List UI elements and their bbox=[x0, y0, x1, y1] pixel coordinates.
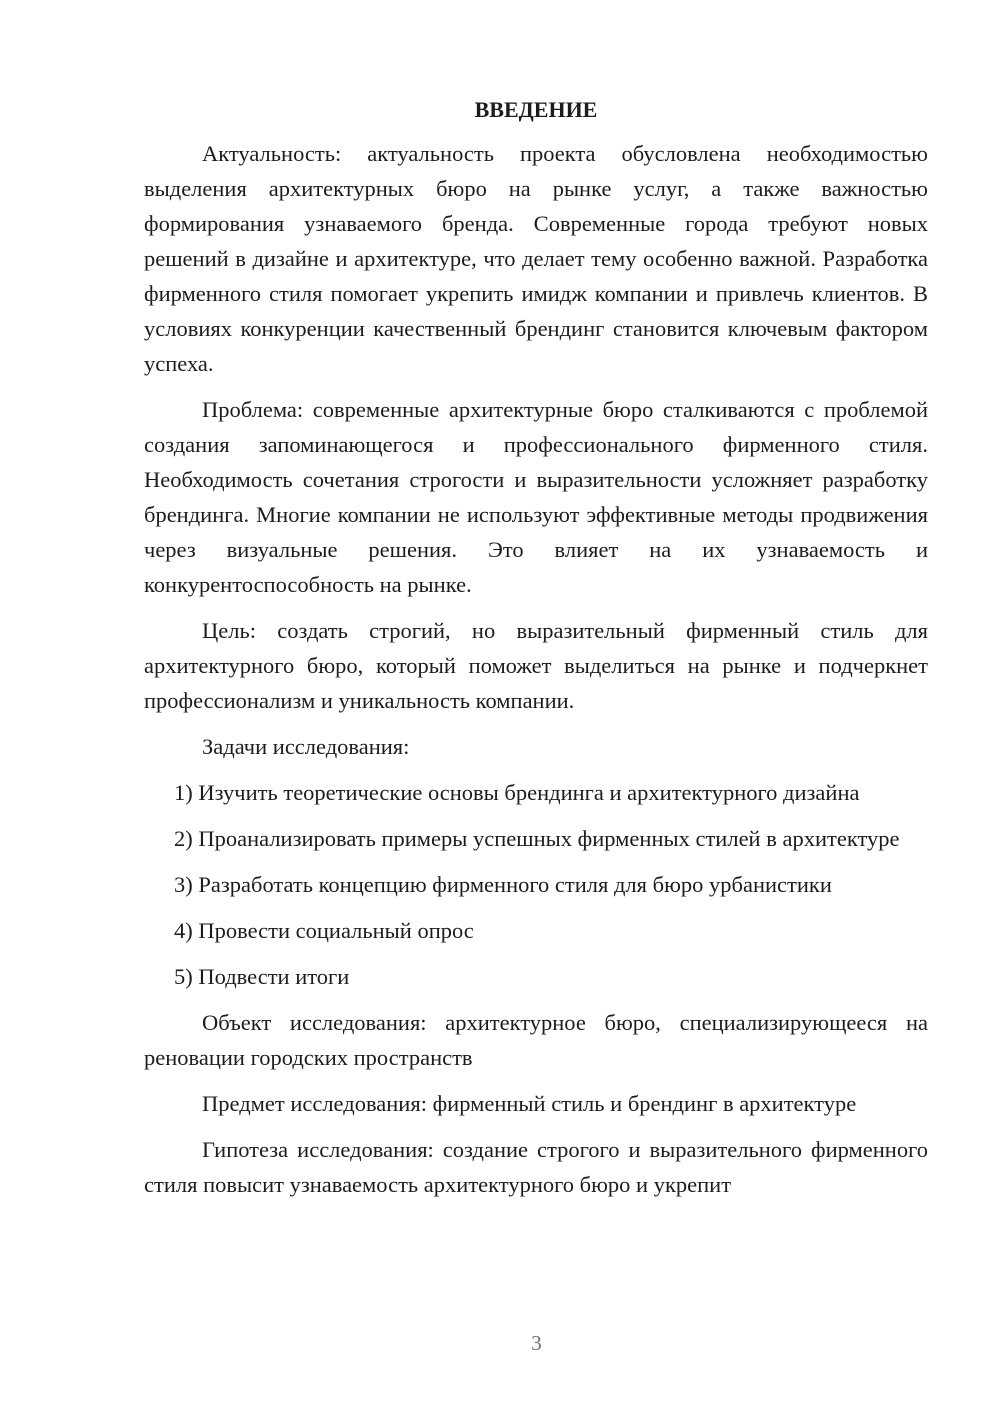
goal-paragraph: Цель: создать строгий, но выразительный фирменный стиль для архитектурного бюро, который поможет выделиться на рынке и подчеркнет профессионализм и уникальность компании. bbox=[144, 618, 928, 713]
document-page bbox=[144, 92, 928, 1213]
task-item-2: 2) Проанализировать примеры успешных фирменных стилей в архитектуре bbox=[174, 826, 900, 851]
object-paragraph: Объект исследования: архитектурное бюро, специализирующееся на реновации городских пространств bbox=[144, 1010, 928, 1070]
tasks-list bbox=[144, 775, 928, 994]
task-item-3: 3) Разработать концепцию фирменного стиля для бюро урбанистики bbox=[174, 872, 832, 897]
hypothesis-paragraph: Гипотеза исследования: создание строгого и выразительного фирменного стиля повысит узнаваемость архитектурного бюро и укрепит bbox=[144, 1137, 928, 1197]
relevance-paragraph: Актуальность: актуальность проекта обусловлена необходимостью выделения архитектурных бюро на рынке услуг, а также важностью формирования узнаваемого бренда. Современные города требуют новых решений в дизайне и архитектуре, что делает тему особенно важной. Разработка фирменного стиля помогает укрепить имидж компании и привлечь клиентов. В условиях конкуренции качественный брендинг становится ключевым фактором успеха. bbox=[144, 141, 928, 376]
task-item-4: 4) Провести социальный опрос bbox=[174, 918, 474, 943]
task-item-1: 1) Изучить теоретические основы брендинга и архитектурного дизайна bbox=[174, 780, 860, 805]
section-heading: ВВЕДЕНИЕ bbox=[474, 97, 598, 122]
page-number: 3 bbox=[531, 1331, 542, 1355]
tasks-intro: Задачи исследования: bbox=[202, 734, 410, 759]
subject-paragraph: Предмет исследования: фирменный стиль и брендинг в архитектуре bbox=[202, 1091, 857, 1116]
problem-paragraph: Проблема: современные архитектурные бюро сталкиваются с проблемой создания запоминающегося и профессионального фирменного стиля. Необходимость сочетания строгости и выразительности усложняет разработку брендинга. Многие компании не используют эффективные методы продвижения через визуальные решения. Это влияет на их узнаваемость и конкурентоспособность на рынке. bbox=[144, 397, 928, 597]
task-item-5: 5) Подвести итоги bbox=[174, 964, 350, 989]
